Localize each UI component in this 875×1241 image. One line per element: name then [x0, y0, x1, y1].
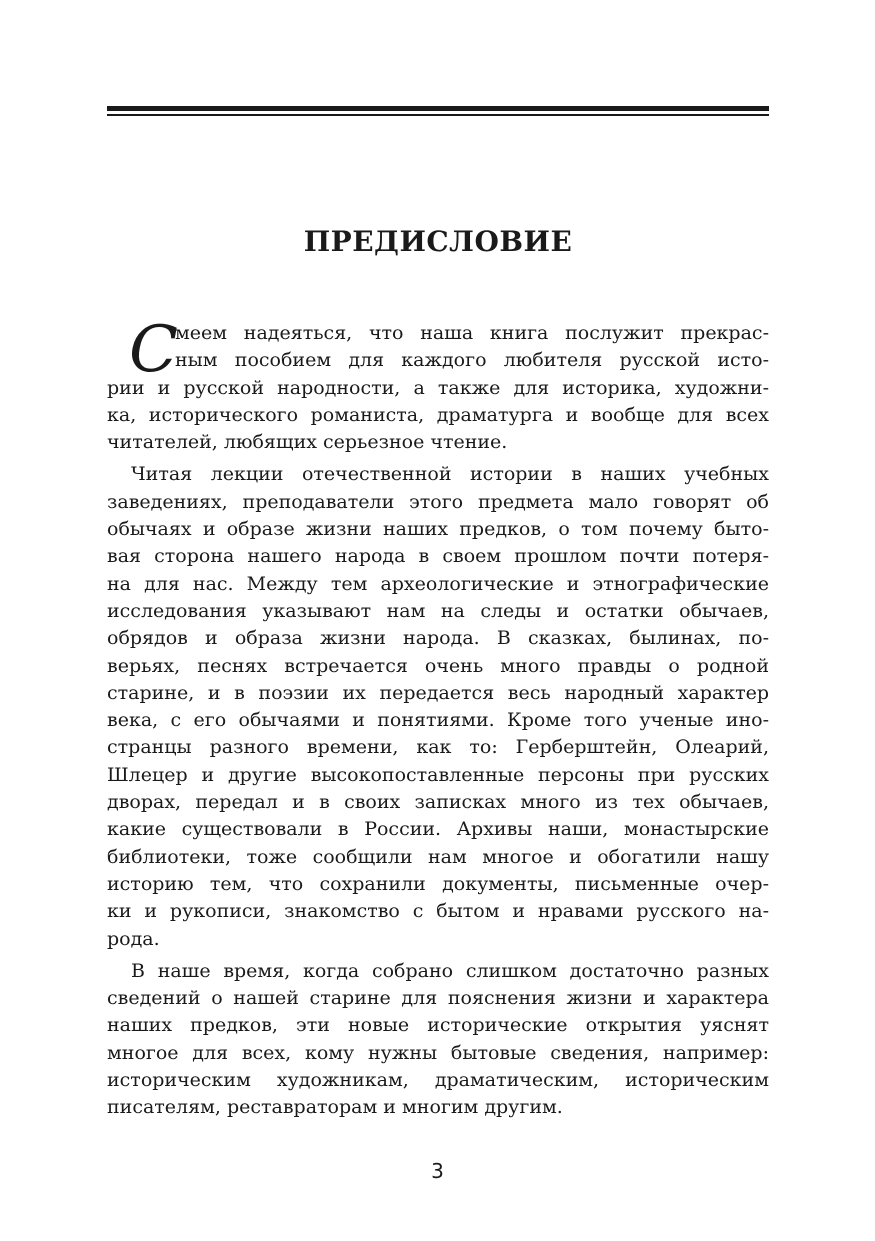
- paragraph-1-line: меем надеяться, что наша книга послужит прекрас-: [175, 322, 769, 344]
- paragraph-3-line: писателям, реставраторам и многим другим.: [107, 1096, 563, 1119]
- paragraph-3-line: наших предков, эти новые исторические открытия уяснят: [107, 1014, 769, 1037]
- paragraph-2-line: рода.: [107, 927, 160, 950]
- paragraph-1-line: читателей, любящих серьезное чтение.: [107, 431, 508, 454]
- page-number: 3: [431, 1159, 444, 1183]
- chapter-title: ПРЕДИСЛОВИЕ: [303, 225, 573, 258]
- paragraph-1-line: рии и русской народности, а также для историка, художни-: [107, 376, 769, 399]
- paragraph-2-line: Шлецер и другие высокопоставленные персоны при русских: [107, 763, 769, 786]
- paragraph-2-line: заведениях, преподаватели этого предмета мало говорят об: [107, 490, 769, 513]
- paragraph-2-line: историю тем, что сохранили документы, письменные очер-: [107, 872, 769, 895]
- paragraph-2-line: обрядов и образа жизни народа. В сказках, былинах, по-: [107, 627, 769, 650]
- paragraph-1-line: ка, исторического романиста, драматурга и вообще для всех: [107, 403, 769, 426]
- paragraph-3-line: В наше время, когда собрано слишком достаточно разных: [131, 959, 769, 982]
- paragraph-3-line: историческим художникам, драматическим, историческим: [107, 1069, 769, 1092]
- drop-cap: С: [129, 313, 178, 387]
- paragraph-2-line: века, с его обычаями и понятиями. Кроме того ученые ино-: [107, 709, 769, 732]
- paragraph-2-line: ки и рукописи, знакомство с бытом и нравами русского на-: [107, 900, 769, 923]
- header-rule-thin: [107, 114, 769, 116]
- paragraph-2-line: вая сторона нашего народа в своем прошлом почти потеря-: [107, 545, 769, 568]
- paragraph-2-line: верьях, песнях встречается очень много правды о родной: [107, 654, 769, 677]
- paragraph-3-line: сведений о нашей старине для пояснения жизни и характера: [107, 987, 769, 1010]
- paragraph-1-line: ным пособием для каждого любителя русской исто-: [175, 349, 769, 372]
- paragraph-2-line: старине, и в поэзии их передается весь народный характер: [107, 681, 769, 704]
- paragraph-2-line: какие существовали в России. Архивы наши, монастырские: [107, 818, 769, 841]
- paragraph-2-line: исследования указывают нам на следы и остатки обычаев,: [107, 599, 769, 622]
- paragraph-2-line: дворах, передал и в своих записках много из тех обычаев,: [107, 791, 769, 814]
- paragraph-2-line: на для нас. Между тем археологические и этнографические: [107, 572, 769, 595]
- paragraph-3-line: многое для всех, кому нужны бытовые сведения, например:: [107, 1041, 769, 1064]
- paragraph-2-line: Читая лекции отечественной истории в наших учебных: [131, 463, 769, 486]
- header-rule-thick: [107, 106, 769, 111]
- paragraph-2-line: библиотеки, тоже сообщили нам многое и обогатили нашу: [107, 845, 769, 868]
- paragraph-2-line: странцы разного времени, как то: Герберштейн, Олеарий,: [107, 736, 769, 759]
- paragraph-2-line: обычаях и образе жизни наших предков, о том почему быто-: [107, 518, 769, 541]
- body-text: [107, 313, 769, 1122]
